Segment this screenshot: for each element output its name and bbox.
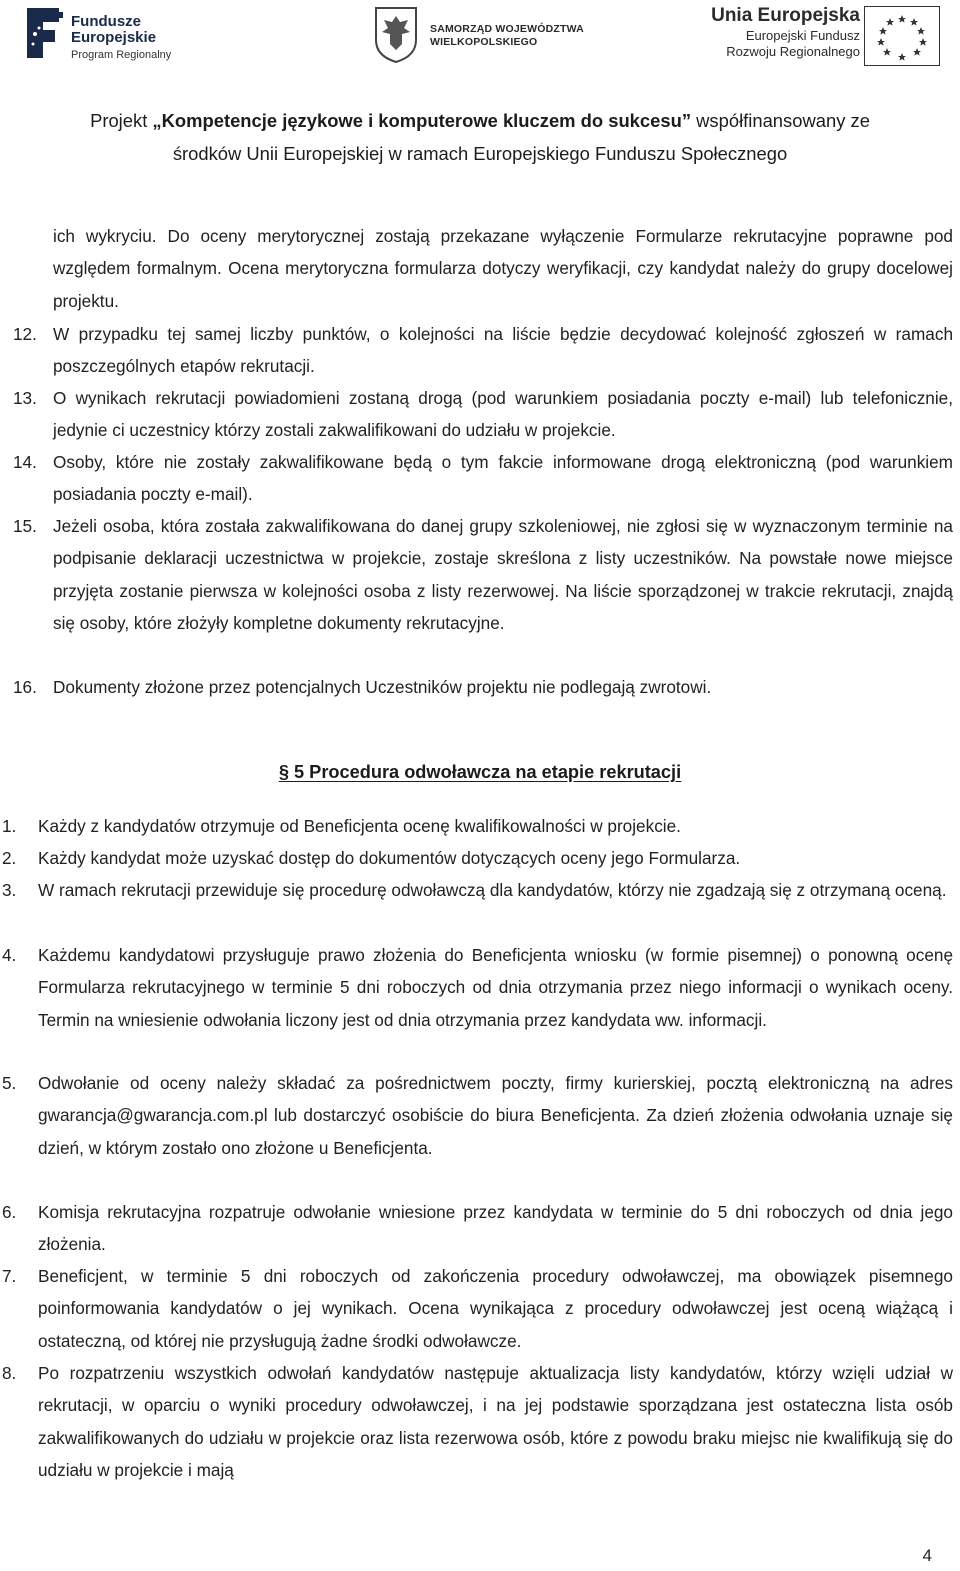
project-prefix: Projekt — [90, 110, 153, 131]
page-number: 4 — [922, 1546, 932, 1565]
list-item-text: W przypadku tej samej liczby punktów, o kolejności na liście będzie decydować kolejność zgłoszeń w ramach poszczególnych etapów rekrutacji. — [53, 324, 953, 377]
list-item-text: Po rozpatrzeniu wszystkich odwołań kandydatów następuje aktualizacja listy kandydatów, którzy wzięli udział w rekrutacji, w oparciu o wyniki procedury odwoławczej, i na jej podstawie sporządzana jest ostateczna lista osób zakwalifikowanych do udziału w projekcie oraz lista rezerwowa osób, które z powodu braku miejsc nie kwalifikują się do udziału w projekcie i mają — [38, 1363, 953, 1480]
list-item-number: 5. — [2, 1073, 17, 1093]
section-heading-text: 5 Procedura odwoławcza na etapie rekrutacji — [294, 762, 682, 782]
list-item-number: 13. — [13, 388, 37, 408]
list-item-number: 3. — [2, 880, 17, 900]
fundusze-line2: Europejskie — [71, 29, 157, 46]
list-item — [2, 842, 953, 874]
list-item — [13, 446, 953, 511]
logo-strip — [0, 0, 960, 70]
list-item — [13, 671, 953, 703]
fundusze-line1: Fundusze — [71, 13, 141, 30]
list-item — [2, 1357, 953, 1486]
section-sign: § — [278, 762, 289, 782]
project-header — [0, 104, 960, 170]
section-heading — [279, 762, 681, 782]
list-item — [2, 874, 953, 906]
ue-line3: Rozwoju Regionalnego — [726, 44, 860, 59]
samorzad-line2: WIELKOPOLSKIEGO — [430, 36, 538, 48]
list-item-text: Beneficjent, w terminie 5 dni roboczych od zakończenia procedury odwoławczej, ma obowiązek pisemnego poinformowania kandydatów o jej wynikach. Ocena wynikająca z procedury odwoławczej jest oceną wiążącą i ostateczną, od której nie przysługują żadne środki odwoławcze. — [38, 1266, 953, 1351]
list-item-number: 7. — [2, 1266, 17, 1286]
samorzad-logo — [372, 6, 592, 64]
list-item-text: Każdy kandydat może uzyskać dostęp do dokumentów dotyczących oceny jego Formularza. — [38, 848, 741, 868]
list-item-text: Odwołanie od oceny należy składać za pośrednictwem poczty, firmy kurierskiej, pocztą elektroniczną na adres gwarancja@gwarancja.com.pl lub dostarczyć osobiście do biura Beneficjenta. Za dzień złożenia odwołania uznaje się dzień, w którym zostało ono złożone u Beneficjenta. — [38, 1073, 953, 1158]
eu-flag-icon — [864, 6, 940, 66]
project-title: „Kompetencje językowe i komputerowe kluczem do sukcesu” — [152, 110, 692, 131]
ue-line2: Europejski Fundusz — [745, 28, 860, 43]
list-item — [2, 1196, 953, 1261]
project-header-line1 — [0, 104, 960, 137]
list-item — [2, 810, 953, 842]
fundusze-line3: Program Regionalny — [71, 49, 172, 61]
list-item-text: Dokumenty złożone przez potencjalnych Uczestników projektu nie podlegają zwrotowi. — [53, 677, 712, 697]
list-item — [2, 1260, 953, 1357]
list-item — [2, 1067, 953, 1164]
list-item-number: 15. — [13, 516, 37, 536]
list-item-text: Osoby, które nie zostały zakwalifikowane będą o tym fakcie informowane drogą elektroniczną (pod warunkiem posiadania poczty e-mail). — [53, 452, 953, 505]
intro-continuation: ich wykryciu. Do oceny merytorycznej zostają przekazane wyłączenie Formularze rekrutacyjne poprawne pod względem formalnym. Ocena merytoryczna formularza dotyczy weryfikacji, czy kandydat należy do grupy docelowej projektu. — [53, 226, 953, 311]
list-item-text: Każdy z kandydatów otrzymuje od Beneficjenta ocenę kwalifikowalności w projekcie. — [38, 816, 681, 836]
list-item-text: Każdemu kandydatowi przysługuje prawo złożenia do Beneficjenta wniosku (w formie pisemnej) o ponowną ocenę Formularza rekrutacyjnego w terminie 5 dni roboczych od dnia otrzymania przez niego informacji o wynikach oceny. Termin na wniesienie odwołania liczony jest od dnia otrzymania przez kandydata ww. informacji. — [38, 945, 953, 1030]
list-item-text: Komisja rekrutacyjna rozpatruje odwołanie wniesione przez kandydata w terminie do 5 dni roboczych od dnia jego złożenia. — [38, 1202, 953, 1255]
list-item — [13, 318, 953, 383]
list-item-number: 16. — [13, 677, 37, 697]
list-item — [13, 382, 953, 447]
list-item — [2, 939, 953, 1036]
list-item-number: 1. — [2, 816, 17, 836]
list-item-number: 2. — [2, 848, 17, 868]
list-item-number: 8. — [2, 1363, 17, 1383]
eagle-crest-icon — [372, 6, 420, 64]
list-item-number: 6. — [2, 1202, 17, 1222]
list-item-number: 4. — [2, 945, 17, 965]
fundusze-europejskie-mark-icon — [25, 4, 65, 62]
list-item-number: 12. — [13, 324, 37, 344]
section-title — [0, 756, 960, 788]
list-item-text: W ramach rekrutacji przewiduje się procedurę odwoławczą dla kandydatów, którzy nie zgadzają się z otrzymaną oceną. — [38, 880, 947, 900]
project-header-line2: środków Unii Europejskiej w ramach Europejskiego Funduszu Społecznego — [172, 143, 788, 164]
project-suffix: współfinansowany ze — [691, 110, 870, 131]
unia-europejska-logo — [686, 4, 946, 66]
list-item-text: O wynikach rekrutacji powiadomieni zostaną drogą (pod warunkiem posiadania poczty e-mail) lub telefonicznie, jedynie ci uczestnicy którzy zostali zakwalifikowani do udziału w projekcie. — [53, 388, 953, 441]
list-item-number: 14. — [13, 452, 37, 472]
list-item — [13, 510, 953, 639]
fundusze-europejskie-logo — [25, 4, 195, 64]
samorzad-line1: SAMORZĄD WOJEWÓDZTWA — [430, 23, 584, 35]
ue-line1: Unia Europejska — [711, 5, 860, 26]
list-item-text: Jeżeli osoba, która została zakwalifikowana do danej grupy szkoleniowej, nie zgłosi się w wyznaczonym terminie na podpisanie deklaracji uczestnictwa w projekcie, zostaje skreślona z listy uczestników. Na powstałe nowe miejsce przyjęta zostanie pierwsza w kolejności osoba z listy rezerwowej. Na liście sporządzonej w trakcie rekrutacji, znajdą się osoby, które złożyły kompletne dokumenty rekrutacyjne. — [53, 516, 953, 633]
